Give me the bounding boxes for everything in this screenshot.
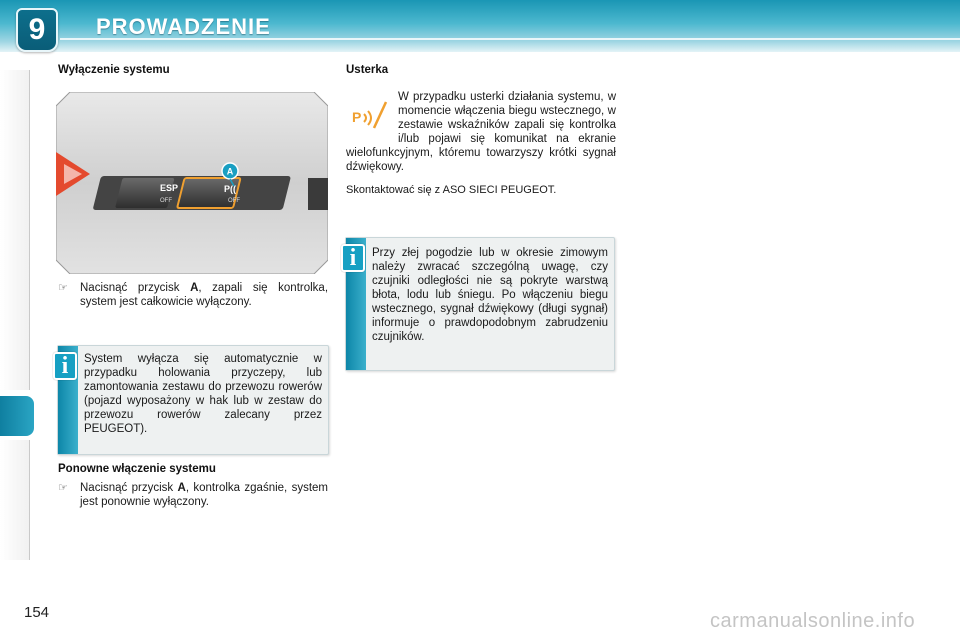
chapter-tab[interactable] bbox=[0, 310, 30, 350]
pointer-icon: ☞ bbox=[58, 482, 68, 494]
chapter-tab[interactable] bbox=[0, 150, 30, 190]
chapter-tab[interactable] bbox=[0, 270, 30, 310]
instruction-text: Nacisnąć przycisk A, kontrolka zgaśnie, system jest ponownie wyłączony. bbox=[80, 482, 328, 508]
chapter-tab[interactable] bbox=[0, 230, 30, 270]
chapter-tab[interactable] bbox=[0, 440, 30, 480]
chapter-tab[interactable] bbox=[0, 480, 30, 520]
svg-text:ESP: ESP bbox=[160, 183, 179, 193]
instruction-bullet-press bbox=[58, 281, 328, 325]
contact-instruction: Skontaktować się z ASO SIECI PEUGEOT. bbox=[346, 184, 557, 196]
info-note-text: System wyłącza się automatycznie w przypadku holowania przyczepy, lub zamontowania zestawu do przewozu rowerów (pojazd wyposażony w hak lub w zestaw do przewozu rowerów zalecany przez PEUGEOT). bbox=[84, 353, 322, 435]
info-note-weather bbox=[345, 237, 615, 371]
fault-description: W przypadku usterki działania systemu, w momencie włączenia biegu wstecznego, w zestawie wskaźników zapali się kontrolka i/lub pojawi się komunikat na ekranie wielofunkcyjnym, któremu towarzyszy krótki sygnał dźwiękowy. bbox=[346, 91, 616, 173]
page-number: 154 bbox=[24, 604, 50, 621]
instruction-text: Nacisnąć przycisk A, zapali się kontrolka, system jest całkowicie wyłączony. bbox=[80, 282, 329, 308]
chapter-tab[interactable] bbox=[0, 190, 30, 230]
chapter-tab[interactable] bbox=[0, 70, 30, 110]
chapter-tab[interactable] bbox=[0, 110, 30, 150]
chapter-tab[interactable] bbox=[0, 520, 30, 560]
dashboard-switch-illustration bbox=[56, 92, 328, 274]
info-icon: i bbox=[53, 352, 77, 380]
button-a-label: A bbox=[226, 166, 234, 177]
info-icon: i bbox=[341, 244, 365, 272]
svg-text:P((: P(( bbox=[224, 184, 236, 194]
section-heading-reenable: Ponowne włączenie systemu bbox=[58, 463, 216, 475]
pointer-icon: ☞ bbox=[58, 282, 68, 294]
chapter-title: PROWADZENIE bbox=[96, 14, 271, 39]
chapter-number-badge: 9 bbox=[16, 8, 58, 52]
section-heading-fault: Usterka bbox=[346, 64, 389, 76]
section-heading-disable: Wyłączenie systemu bbox=[58, 64, 170, 76]
svg-text:OFF: OFF bbox=[160, 198, 172, 204]
svg-text:OFF: OFF bbox=[228, 198, 240, 204]
chapter-tab[interactable] bbox=[0, 350, 30, 390]
instruction-bullet-reenable bbox=[58, 481, 328, 525]
svg-text:P: P bbox=[352, 109, 362, 125]
watermark: carmanualsonline.info bbox=[710, 610, 916, 632]
info-note-auto-disable bbox=[57, 345, 329, 455]
info-note-text: Przy złej pogodzie lub w okresie zimowym należy zwracać szczególną uwagę, czy czujniki odległości nie są pokryte warstwą błota, lodu lub śniegu. Po włączeniu biegu wstecznego, sygnał dźwiękowy (długi sygnał) informuje o prawdopodobnym zabrudzeniu czujników. bbox=[372, 247, 608, 343]
chapter-tab-active[interactable] bbox=[0, 396, 34, 436]
